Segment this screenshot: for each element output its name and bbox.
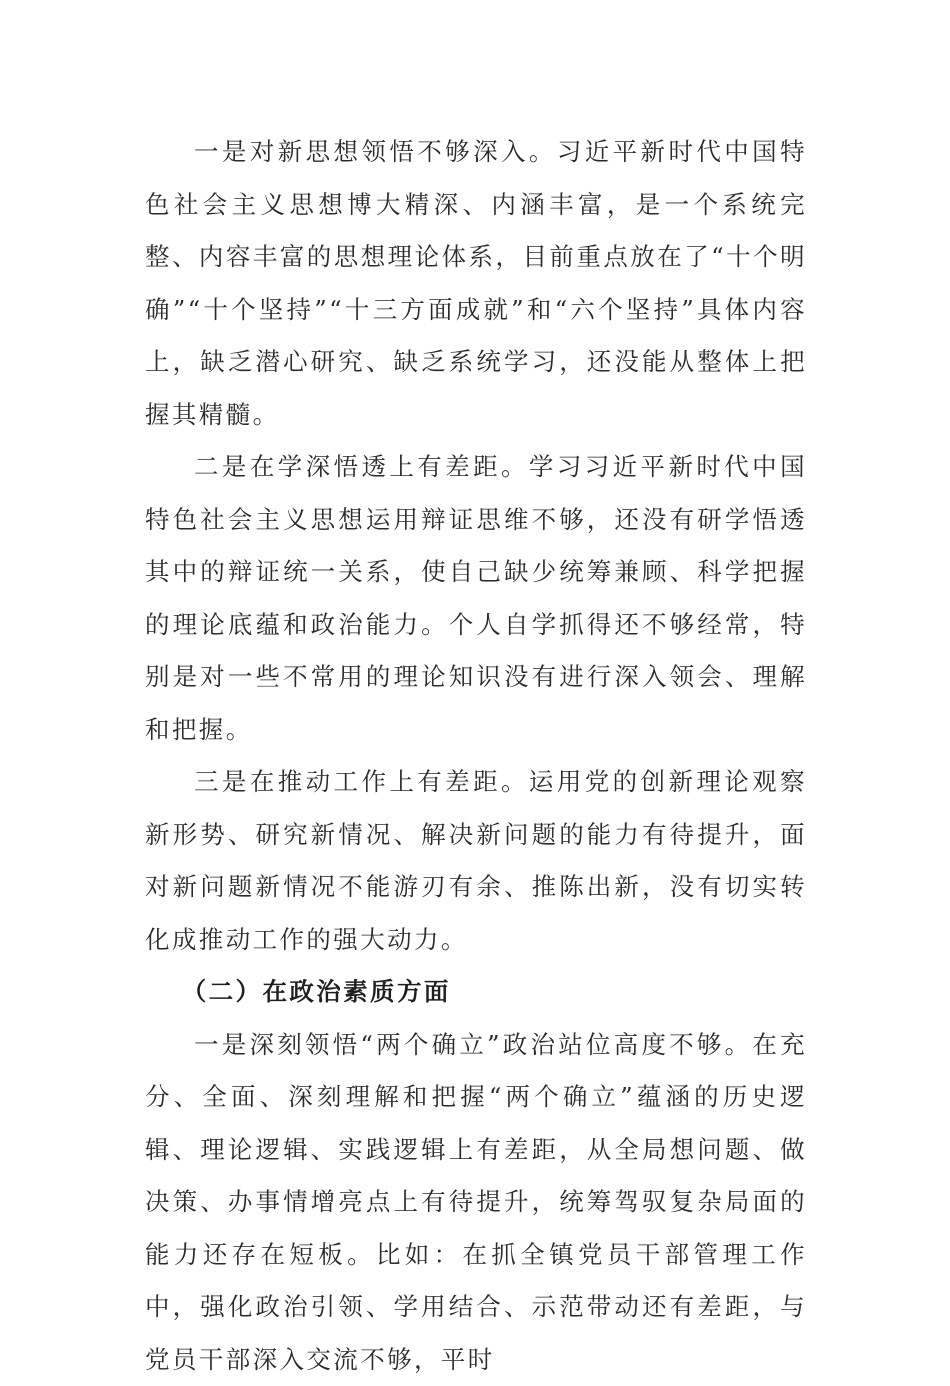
document-body [145, 126, 807, 1386]
paragraph-study-gap: 二是在学深悟透上有差距。学习习近平新时代中国特色社会主义思想运用辩证思维不够，还没有研学悟透其中的辩证统一关系，使自己缺少统筹兼顾、科学把握的理论底蕴和政治能力。个人自学抓得还不够经常，特别是对一些不常用的理论知识没有进行深入领会、理解和把握。 [145, 441, 807, 756]
paragraph-work-gap: 三是在推动工作上有差距。运用党的创新理论观察新形势、研究新情况、解决新问题的能力有待提升，面对新问题新情况不能游刃有余、推陈出新，没有切实转化成推动工作的强大动力。 [145, 756, 807, 966]
paragraph-theory-understanding: 一是对新思想领悟不够深入。习近平新时代中国特色社会主义思想博大精深、内涵丰富，是一个系统完整、内容丰富的思想理论体系，目前重点放在了“十个明确”“十个坚持”“十三方面成就”和“六个坚持”具体内容上，缺乏潜心研究、缺乏系统学习，还没能从整体上把握其精髓。 [145, 126, 807, 441]
section-heading-political-quality: （二）在政治素质方面 [145, 966, 807, 1019]
paragraph-political-stance: 一是深刻领悟“两个确立”政治站位高度不够。在充分、全面、深刻理解和把握“两个确立”蕴涵的历史逻辑、理论逻辑、实践逻辑上有差距，从全局想问题、做决策、办事情增亮点上有待提升，统筹驾驭复杂局面的能力还存在短板。比如：在抓全镇党员干部管理工作中，强化政治引领、学用结合、示范带动还有差距，与党员干部深入交流不够，平时 [145, 1019, 807, 1386]
